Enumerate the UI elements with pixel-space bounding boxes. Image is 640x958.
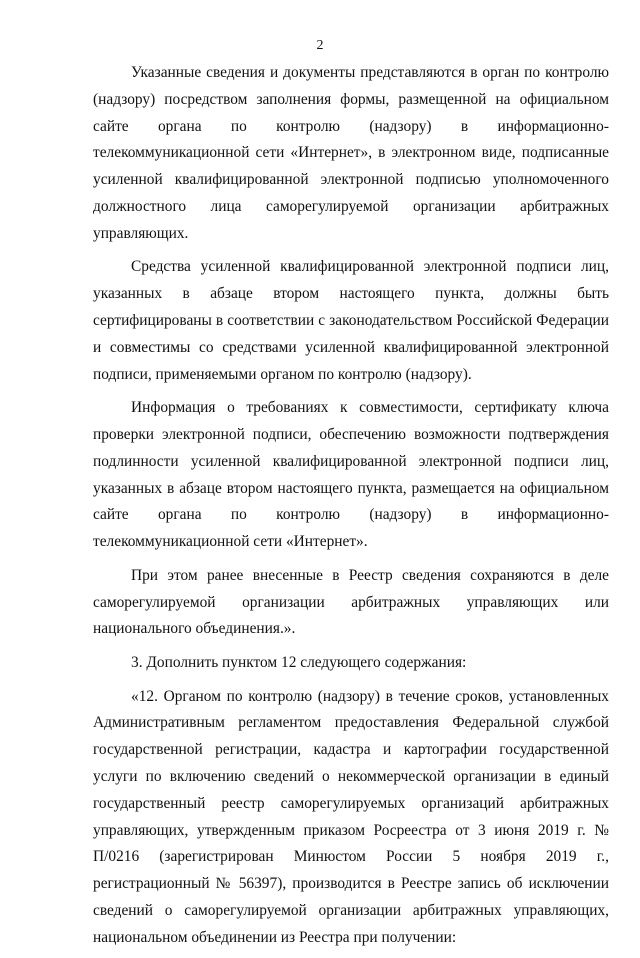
document-body — [93, 60, 609, 958]
paragraph-submission: Указанные сведения и документы представляются в орган по контролю (надзору) посредством заполнения формы, размещенной на официальном сайте органа по контролю (надзору) в информационно-телекоммуникационной сети «Интернет», в электронном виде, подписанные усиленной квалифицированной электронной подписью уполномоченного должностного лица саморегулируемой организации арбитражных управляющих. — [93, 64, 609, 242]
paragraph-records-kept: При этом ранее внесенные в Реестр сведения сохраняются в деле саморегулируемой организации арбитражных управляющих или национального объединения.». — [93, 566, 609, 638]
page-number: 2 — [316, 38, 324, 53]
paragraph-amendment-heading: 3. Дополнить пунктом 12 следующего содержания: — [131, 653, 467, 671]
paragraph-signature-means: Средства усиленной квалифицированной электронной подписи лиц, указанных в абзаце втором настоящего пункта, должны быть сертифицированы в соответствии с законодательством Российской Федерации и совместимы со средствами усиленной квалифицированной электронной подписи, применяемыми органом по контролю (надзору). — [93, 258, 609, 383]
paragraph-item-12: «12. Органом по контролю (надзору) в течение сроков, установленных Административным регламентом предоставления Федеральной службой государственной регистрации, кадастра и картографии государственной услуги по включению сведений о некоммерческой организации в единый государственный реестр саморегулируемых организаций арбитражных управляющих, утвержденным приказом Росреестра от 3 июня 2019 г. № П/0216 (зарегистрирован Минюстом России 5 ноября 2019 г., регистрационный № 56397), производится в Реестре запись об исключении сведений о саморегулируемой организации арбитражных управляющих, национальном объединении из Реестра при получении: — [93, 687, 609, 946]
paragraph-compatibility-info: Информация о требованиях к совместимости, сертификату ключа проверки электронной подписи, обеспечению возможности подтверждения подлинности усиленной квалифицированной электронной подписи лиц, указанных в абзаце втором настоящего пункта, размещается на официальном сайте органа по контролю (надзору) в информационно-телекоммуникационной сети «Интернет». — [93, 399, 609, 551]
